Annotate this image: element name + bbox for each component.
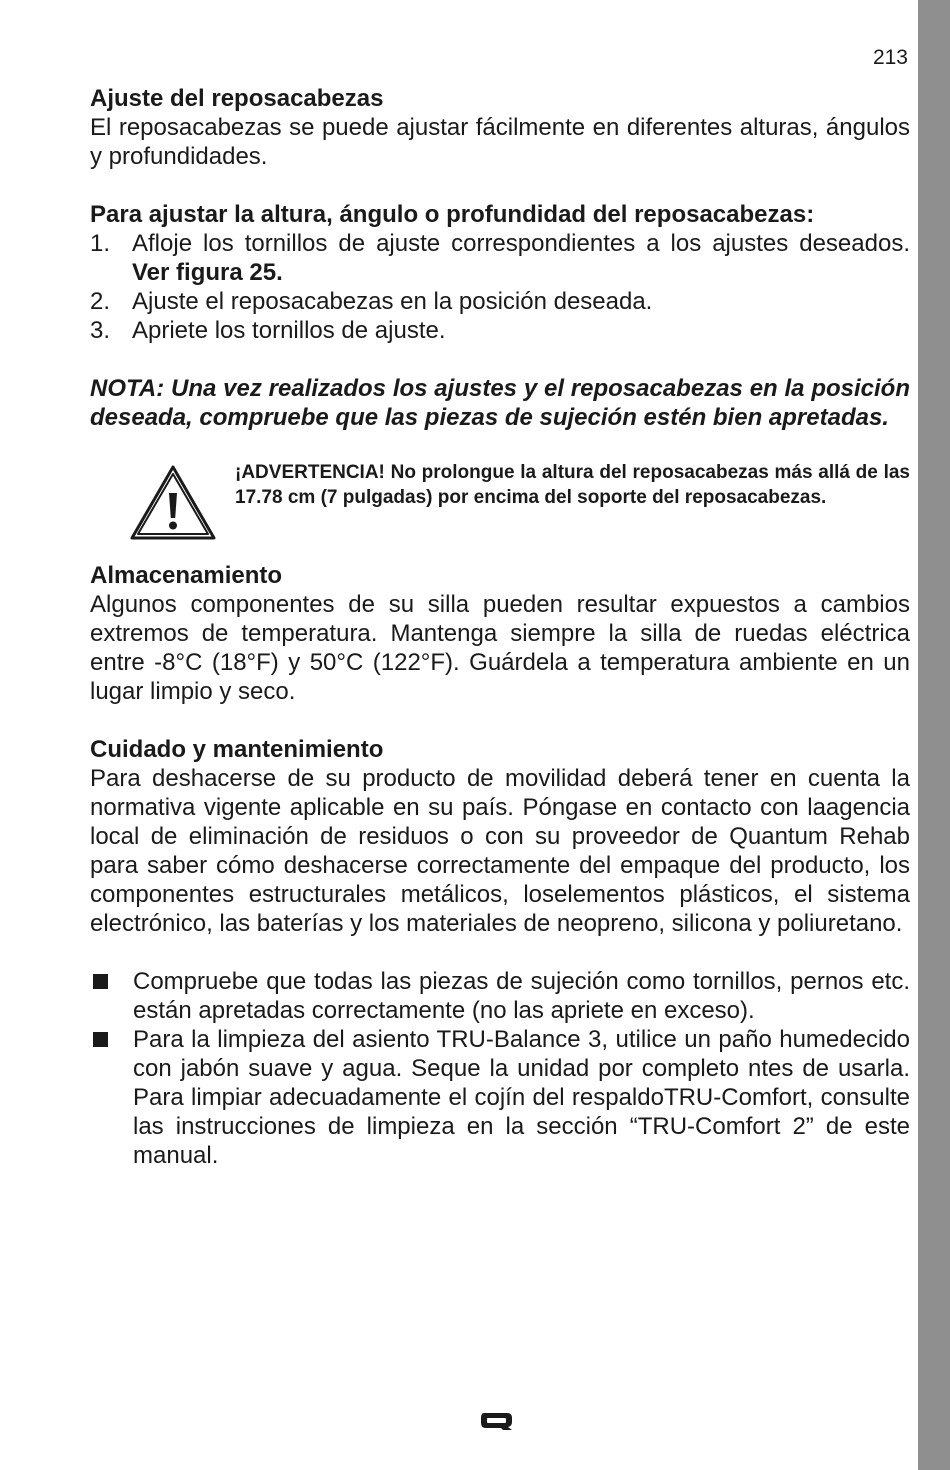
care-bullet-list	[90, 967, 910, 1170]
storage-heading: Almacenamiento	[90, 562, 283, 589]
bullet-item	[90, 1025, 910, 1170]
step-number: 1.	[90, 230, 111, 257]
square-bullet-icon	[93, 1032, 108, 1047]
bullet-text: Para la limpieza del asiento TRU-Balance 3, utilice un paño humedecido con jabón suave y agua. Seque la unidad por completo ntes de usarla. Para limpiar adecuadamente el cojín del respaldoTRU-Comfort, consulte las instrucciones de limpieza en la sección “TRU-Comfort 2” de este manual.	[133, 1026, 910, 1169]
figure-reference: Ver figura 25.	[132, 259, 283, 286]
care-heading: Cuidado y mantenimiento	[90, 736, 384, 763]
step-item	[90, 316, 910, 345]
page-number: 213	[872, 46, 908, 69]
page-content	[90, 84, 910, 1170]
step-text: Ajuste el reposacabezas en la posición deseada.	[132, 288, 653, 315]
bullet-item	[90, 967, 910, 1025]
warning-triangle-icon	[128, 463, 218, 543]
warning-box	[90, 461, 910, 543]
step-number: 2.	[90, 288, 111, 315]
step-number: 3.	[90, 317, 111, 344]
headrest-intro: El reposacabezas se puede ajustar fácilmente en diferentes alturas, ángulos y profundidades.	[90, 114, 910, 170]
step-item	[90, 229, 910, 287]
square-bullet-icon	[93, 974, 108, 989]
headrest-heading: Ajuste del reposacabezas	[90, 85, 384, 112]
step-text: Afloje los tornillos de ajuste correspondientes a los ajustes deseados.	[132, 230, 910, 257]
headrest-steps-list	[90, 229, 910, 345]
adjustment-note: NOTA: Una vez realizados los ajustes y el reposacabezas en la posición deseada, compruebe que las piezas de sujeción estén bien apretadas.	[90, 375, 910, 431]
care-text: Para deshacerse de su producto de movilidad deberá tener en cuenta la normativa vigente aplicable en su país. Póngase en contacto con laagencia local de eliminación de residuos o con su proveedor de Quantum Rehab para saber cómo deshacerse correctamente del empaque del producto, los componentes estructurales metálicos, loselementos plásticos, el sistema electrónico, las baterías y los materiales de neopreno, silicona y poliuretano.	[90, 765, 910, 937]
bullet-text: Compruebe que todas las piezas de sujeción como tornillos, pernos etc. están apretadas correctamente (no las apriete en exceso).	[133, 968, 910, 1024]
quantum-q-logo-icon	[479, 1411, 514, 1431]
page-edge-tab	[918, 0, 950, 1470]
step-text: Apriete los tornillos de ajuste.	[132, 317, 446, 344]
headrest-steps-heading: Para ajustar la altura, ángulo o profundidad del reposacabezas:	[90, 201, 815, 228]
step-item	[90, 287, 910, 316]
storage-text: Algunos componentes de su silla pueden resultar expuestos a cambios extremos de temperatura. Mantenga siempre la silla de ruedas eléctrica entre -8°C (18°F) y 50°C (122°F). Guárdela a temperatura ambiente en un lugar limpio y seco.	[90, 591, 910, 705]
warning-text: ¡ADVERTENCIA! No prolongue la altura del reposacabezas más allá de las 17.78 cm (7 pulgadas) por encima del soporte del reposacabezas.	[235, 462, 910, 508]
